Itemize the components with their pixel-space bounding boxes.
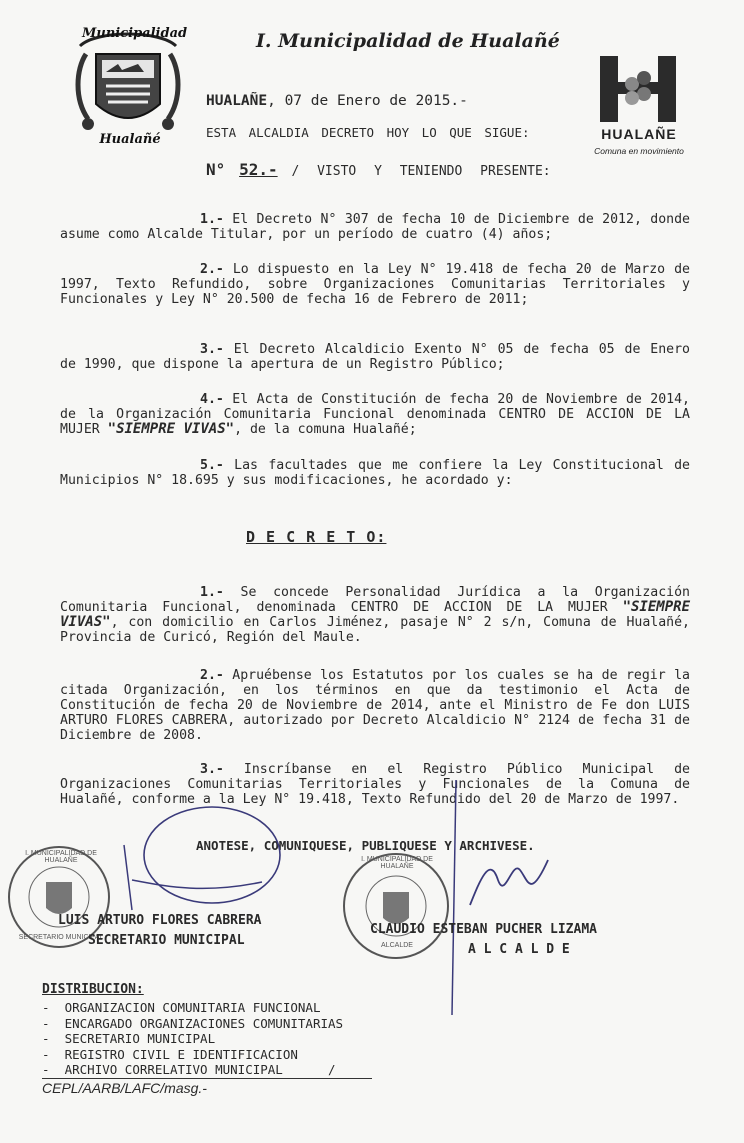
item-text: El Decreto Alcaldicio Exento N° 05 de fecha 05 de Enero de 1990, que dispone la apertura de un Registro Público;: [60, 342, 690, 372]
item-number: 2.-: [200, 262, 224, 277]
list-item: - ENCARGADO ORGANIZACIONES COMUNITARIAS: [42, 1015, 344, 1031]
item-text: El Acta de Constitución de fecha 20 de Noviembre de 2014, de la Organización Comunitaria Funcional denominada CENTRO DE ACCION DE LA MUJER: [60, 392, 690, 437]
item-number: 3.-: [200, 342, 224, 357]
stamp-bottom-text: ALCALDE: [381, 942, 413, 949]
item-number: 4.-: [200, 392, 224, 407]
list-item: - SECRETARIO MUNICIPAL: [42, 1031, 216, 1046]
item-number: 1.-: [200, 585, 224, 600]
visto-line: / VISTO Y TENIENDO PRESENTE:: [291, 164, 551, 179]
trailing-slash: /: [328, 1062, 336, 1077]
secretary-title: SECRETARIO MUNICIPAL: [88, 933, 245, 948]
list-item: - ORGANIZACION COMUNITARIA FUNCIONAL: [42, 1000, 321, 1015]
item-number: 2.-: [200, 668, 224, 683]
item-text: , de la comuna Hualañé;: [234, 422, 417, 437]
decree-number: 52.-: [239, 160, 278, 179]
item-text: Lo dispuesto en la Ley N° 19.418 de fecha 20 de Marzo de 1997, Texto Refundido, sobre Organizaciones Comunitarias Territoriales y Funcionales y Ley N° 20.500 de fecha 16 de Febrero de 2011;: [60, 262, 690, 307]
distribution-title: DISTRIBUCION:: [42, 982, 144, 997]
distribution-list: [42, 1000, 372, 1079]
decree-preamble: ESTA ALCALDIA DECRETO HOY LO QUE SIGUE:: [206, 125, 530, 140]
coat-of-arms-top-text: Municipalidad: [82, 26, 188, 41]
decree-date: , 07 de Enero de 2015.-: [267, 93, 468, 109]
page-title: I. Municipalidad de Hualañé: [256, 30, 560, 52]
item-text: Inscríbanse en el Registro Público Municipal de Organizaciones Comunitarias Territoriales y Funcionales de la Comuna de Hualañé, conforme a la Ley N° 19.418, Texto Refundido del 20 de Marzo de 1997.: [60, 762, 690, 807]
coat-of-arms-bottom-text: Hualañé: [99, 132, 161, 147]
stamp-top-text: I. MUNICIPALIDAD DE HUALAÑE: [361, 856, 433, 870]
list-item: - REGISTRO CIVIL E IDENTIFICACION: [42, 1046, 298, 1062]
item-number: 5.-: [200, 458, 224, 473]
decreto-heading: D E C R E T O:: [246, 528, 387, 546]
item-text: Las facultades que me confiere la Ley Constitucional de Municipios N° 18.695 y sus modificaciones, he acordado y:: [60, 458, 690, 488]
item-text: , con domicilio en Carlos Jiménez, pasaje N° 2 s/n, Comuna de Hualañé, Provincia de Curicó, Región del Maule.: [60, 615, 690, 645]
mayor-name: CLAUDIO ESTEBAN PUCHER LIZAMA: [370, 922, 597, 937]
list-item: - ARCHIVO CORRELATIVO MUNICIPAL /: [42, 1062, 372, 1079]
number-label: N°: [206, 160, 226, 179]
initials-line: CEPL/AARB/LAFC/masg.-: [42, 1080, 207, 1096]
brand-logo-name: HUALAÑE: [601, 126, 677, 142]
item-text: El Decreto N° 307 de fecha 10 de Diciembre de 2012, donde asume como Alcalde Titular, por un período de cuatro (4) años;: [60, 212, 690, 242]
item-number: 1.-: [200, 212, 224, 227]
place-name: HUALAÑE: [206, 93, 268, 109]
mayor-title: A L C A L D E: [468, 942, 570, 957]
secretary-name: LUIS ARTURO FLORES CABRERA: [58, 913, 262, 928]
stamp-top-text: I. MUNICIPALIDAD DE HUALAÑE: [25, 850, 97, 864]
item-text: Apruébense los Estatutos por los cuales se ha de regir la citada Organización, en los términos en que da testimonio el Acta de Constitución de fecha 20 de Noviembre de 2014, ante el Ministro de Fe don LUIS ARTURO FLORES CABRERA, autorizado por Decreto Alcaldicio N° 2124 de fecha 31 de Diciembre de 2008.: [60, 668, 690, 743]
brand-logo-tagline: Comuna en movimiento: [594, 146, 684, 156]
org-name: "SIEMPRE VIVAS": [60, 599, 690, 630]
item-text: Se concede Personalidad Jurídica a la Organización Comunitaria Funcional, denominada CENTRO DE ACCION DE LA MUJER: [60, 585, 690, 615]
org-name: "SIEMPRE VIVAS": [107, 421, 235, 437]
closing-formula: ANOTESE, COMUNIQUESE, PUBLIQUESE Y ARCHIVESE.: [196, 838, 535, 853]
stamp-bottom-text: SECRETARIO MUNICIPAL: [18, 934, 104, 941]
item-number: 3.-: [200, 762, 224, 777]
